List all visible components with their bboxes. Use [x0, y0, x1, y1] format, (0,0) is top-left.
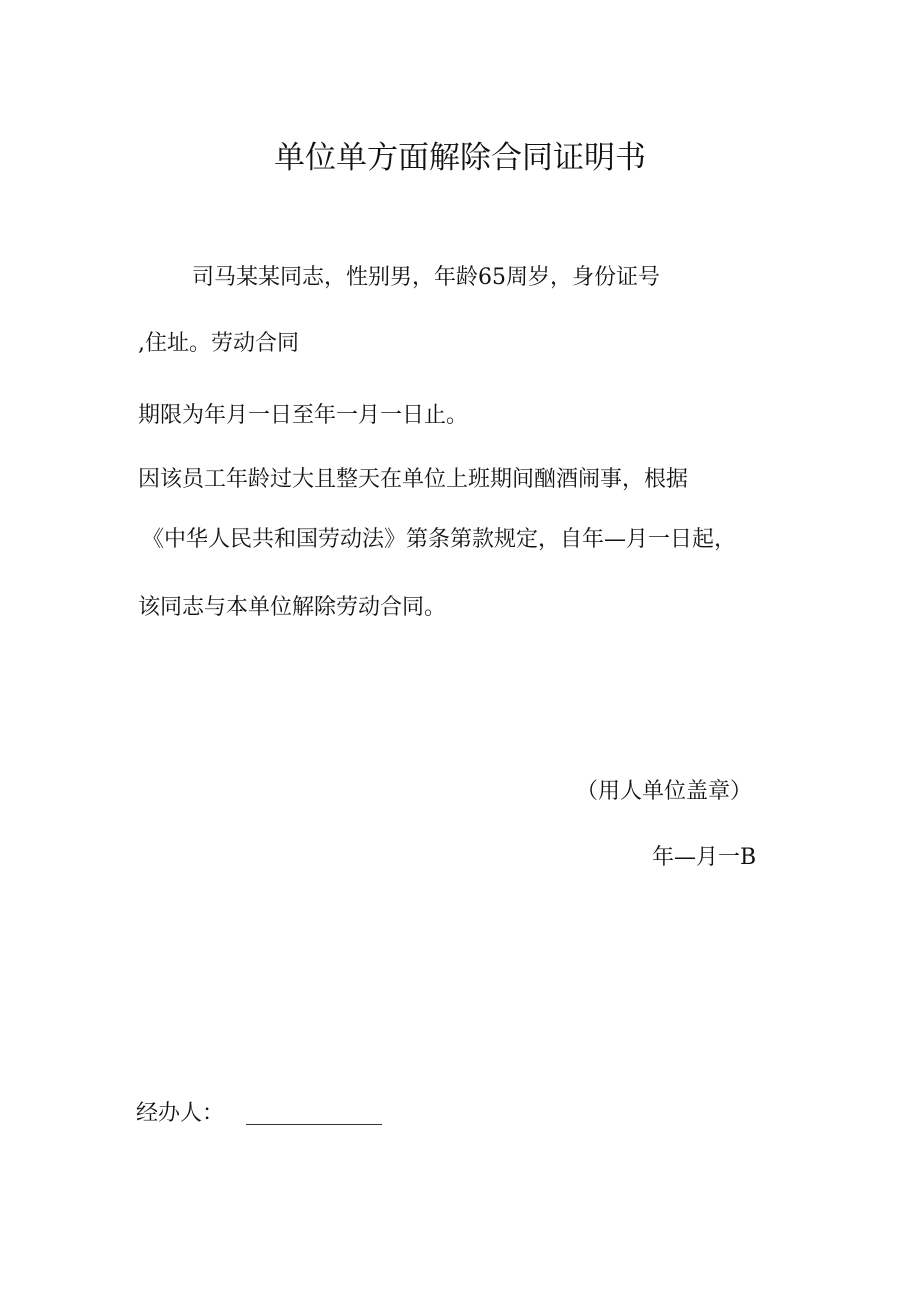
- body-line-2: ,住址。劳动合同: [138, 331, 299, 356]
- document-title: 单位单方面解除合同证明书: [274, 140, 646, 176]
- body-line-3: 期限为年月一日至年一月一日止。: [138, 403, 469, 428]
- employer-stamp-label: （用人单位盖章）: [576, 779, 753, 804]
- body-line-4: 因该员工年龄过大且整天在单位上班期间酗酒闹事，根据: [138, 467, 689, 492]
- body-line-1: 司马某某同志，性别男，年龄65周岁，身份证号: [192, 265, 660, 290]
- signature-date: 年—月一B: [652, 845, 757, 870]
- body-line-6: 该同志与本单位解除劳动合同。: [138, 595, 447, 620]
- handler-label: 经办人：: [136, 1101, 225, 1126]
- handler-signature-line: [246, 1124, 382, 1125]
- body-line-5: 《中华人民共和国劳动法》第条第款规定，自年—月一日起，: [142, 527, 737, 552]
